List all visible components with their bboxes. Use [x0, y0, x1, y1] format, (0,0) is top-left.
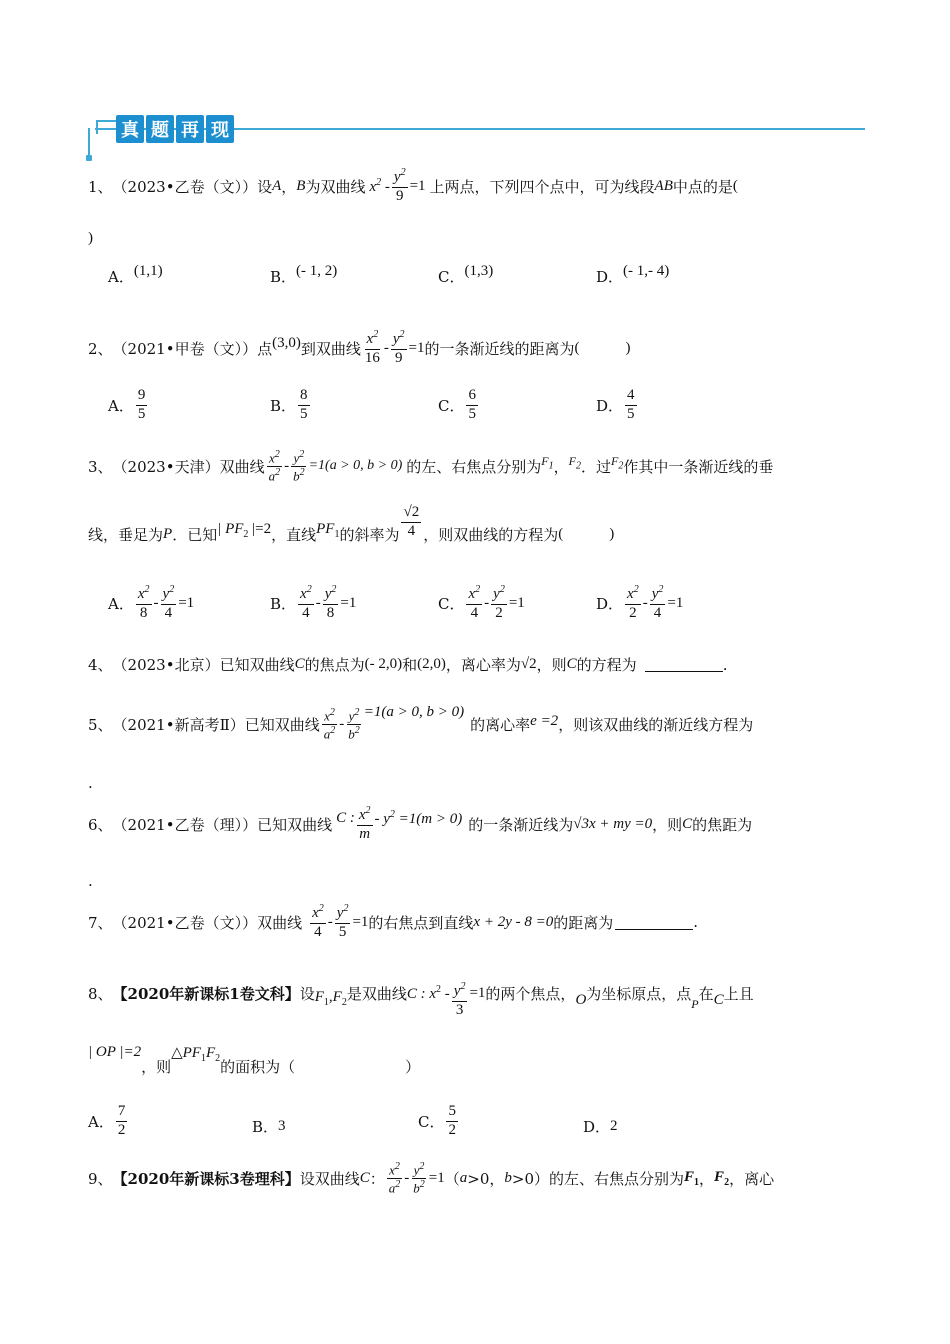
question-4: 4、 （2023•北京） 已知双曲线 C 的焦点为 (- 2,0) 和 (2,0) ，离心率为 √2 ，则 C 的方程为 . — [88, 655, 728, 674]
question-2 — [88, 330, 631, 367]
question-text: 设 — [257, 177, 273, 196]
question-text: ，则双曲线的方程为 — [423, 526, 559, 544]
question-text: ．过 — [580, 457, 611, 476]
question-source: （2021•甲卷（文）） — [112, 339, 258, 358]
question-text: ， — [553, 457, 569, 476]
question-text: ．已知 — [172, 526, 218, 544]
math-expr: x + 2y - 8 =0 — [473, 913, 554, 930]
section-title-char: 再 — [176, 115, 204, 143]
question-text: （ — [444, 1169, 460, 1188]
section-title-char: 题 — [146, 115, 174, 143]
question-source: （2023•天津） — [112, 457, 220, 476]
fraction: $\frac{x^2}{16}$ — [364, 329, 380, 366]
math-var: C — [713, 991, 724, 1008]
paren: ( — [732, 177, 738, 194]
equation-rhs: =1(a > 0, b > 0) — [363, 703, 465, 720]
question-text: . — [88, 872, 93, 890]
question-text: 的方程为 — [576, 656, 637, 674]
question-9: 9、 【2020年新课标3卷理科】 设双曲线 C ： $\frac{x^2}{a^2}$ - $\frac{y^2}{b^2}$ =1 （ a >0， b >0）的左、右焦点分别为 $F_1$ ， $F_2$ ，离心 — [88, 1161, 775, 1196]
equation: $x^2$ - — [369, 176, 390, 195]
question-text: >0， — [467, 1169, 505, 1188]
math-var: C — [359, 1169, 370, 1186]
question-text: ， — [699, 1169, 715, 1188]
option-b[interactable]: B． 3 — [252, 1118, 286, 1136]
question-number: 1、 — [88, 177, 113, 196]
math-var: O — [575, 991, 587, 1008]
question-number: 6、 — [88, 815, 113, 834]
fraction: $\frac{x^2}{m}$ — [358, 805, 371, 842]
paren: ) — [609, 526, 615, 542]
section-title — [116, 115, 234, 143]
question-text: 上且 — [723, 984, 754, 1003]
question-text: ，离心率为 — [445, 656, 521, 674]
option-a[interactable]: A． $\frac{x^2}{8}$ - $\frac{y^2}{4}$ =1 — [108, 584, 195, 621]
question-text: 的一条渐近线为 — [468, 815, 574, 834]
question-text: 的右焦点到直线 — [368, 913, 474, 932]
math-var: P — [691, 996, 699, 1011]
question-8: 8、 【2020年新课标1卷文科】 设 $F_1,F_2$ 是双曲线 C : $x^2$ - $\frac{y^2}{3}$ =1 的两个焦点， O 为坐标原点，点 P 在 C 上且 — [88, 981, 754, 1018]
question-8-line-2: | OP |=2 ，则 $\triangle PF_1F_2$ 的面积为（ ） — [88, 1044, 421, 1076]
question-text: >0）的左、右焦点分别为 — [511, 1169, 685, 1188]
question-text: 在 — [698, 984, 714, 1003]
section-title-char: 现 — [206, 115, 234, 143]
math-var: F — [684, 1168, 695, 1185]
option-a[interactable]: A． $\frac{7}{2}$ — [88, 1103, 126, 1138]
math-expr: - y — [374, 810, 390, 827]
question-6: 6、 （2021•乙卷（理）） 已知双曲线 C : $\frac{x^2}{m}$ - $y^2 =1(m > 0)$ 的一条渐近线为 √3x + my =0 ，则 C 的焦距为 — [88, 805, 753, 842]
question-text: ， — [281, 177, 297, 196]
fraction: $\frac{y^2}{9}$ — [392, 329, 405, 366]
question-source: （2021•乙卷（文）） — [112, 913, 258, 932]
question-text: 已知双曲线 — [219, 656, 295, 674]
math-expr: PF — [316, 521, 335, 537]
question-text: 作其中一条渐近线的垂 — [623, 457, 774, 476]
question-source: （2021•乙卷（理）） — [112, 815, 258, 834]
math-var: a — [459, 1169, 468, 1186]
option-b[interactable]: B． (- 1, 2) — [270, 263, 338, 286]
question-text: ，离心 — [729, 1169, 775, 1188]
question-5 — [88, 703, 754, 742]
option-c[interactable]: C． $\frac{6}{5}$ — [438, 387, 476, 422]
math-expr: | OP |=2 — [88, 1044, 142, 1060]
question-text: 和 — [402, 656, 418, 674]
question-text: 上两点，下列四个点中，可为线段 — [429, 177, 655, 196]
fraction: $\frac{x^2}{4}$ — [312, 903, 324, 940]
fraction: $\frac{y^2}{5}$ — [336, 903, 349, 940]
question-text: ，则该双曲线的渐近线方程为 — [558, 715, 754, 734]
option-a[interactable]: A． $\frac{9}{5}$ — [108, 387, 146, 422]
paren: ) — [88, 230, 93, 246]
question-text: 点 — [257, 339, 273, 358]
paren: ( — [574, 339, 580, 356]
option-c[interactable]: C． $\frac{5}{2}$ — [418, 1103, 456, 1138]
question-text: 双曲线 — [257, 913, 303, 932]
header-vertical-line — [88, 128, 90, 158]
question-text: 的焦距为 — [692, 815, 753, 834]
math-var: b — [504, 1169, 512, 1186]
question-text: ，则 — [141, 1058, 172, 1076]
fraction: $\frac{y^2}{b^2}$ — [413, 1161, 425, 1196]
math-expr: √2 — [520, 656, 537, 672]
option-a[interactable]: A． (1,1) — [108, 263, 163, 286]
math-expr: C : x — [406, 985, 437, 1002]
question-source: 【2020年新课标1卷文科】 — [112, 984, 300, 1003]
fraction: $\frac{√2}{4}$ — [403, 504, 420, 539]
question-text: 线，垂足为 — [88, 526, 164, 544]
math-var: C — [566, 656, 577, 672]
question-number: 9、 — [88, 1169, 113, 1188]
question-source: （2023•乙卷（文）） — [112, 177, 258, 196]
paren: ( — [558, 526, 564, 542]
question-text: 的面积为（ — [220, 1058, 296, 1076]
question-text: ，则 — [652, 815, 683, 834]
option-d[interactable]: D． 2 — [583, 1118, 618, 1136]
question-text: ： — [369, 1169, 385, 1188]
question-text: 已知双曲线 — [244, 715, 320, 734]
fraction: $\frac{x^2}{a^2}$ — [388, 1161, 401, 1196]
option-d[interactable]: D． (- 1,- 4) — [596, 263, 670, 286]
question-number: 2、 — [88, 339, 113, 358]
equation-rhs: =1(a > 0, b > 0) — [308, 458, 403, 474]
operator: - — [284, 457, 290, 474]
question-1 — [88, 168, 738, 205]
question-text: 的左、右焦点分别为 — [406, 457, 542, 476]
fraction: $\frac{y^2}{b^2}$ — [348, 707, 360, 742]
option-d[interactable]: D． $\frac{4}{5}$ — [596, 387, 635, 422]
math-expr: e =2 — [530, 712, 559, 729]
question-text: ，直线 — [271, 526, 317, 544]
header-corner — [96, 120, 116, 134]
fraction: $\frac{x^2}{a^2}$ — [268, 449, 281, 484]
option-b[interactable]: B． $\frac{8}{5}$ — [270, 387, 308, 422]
math-var: F — [314, 988, 324, 1005]
math-var: A — [272, 177, 282, 194]
fraction: $\frac{y^2}{3}$ — [453, 981, 466, 1018]
question-number: 4、 — [88, 656, 113, 674]
question-text: 是双曲线 — [346, 984, 407, 1003]
equation-rhs: =1 — [409, 177, 426, 194]
question-text: 为坐标原点，点 — [586, 984, 692, 1003]
question-text: 的一条渐近线的距离为 — [424, 339, 575, 358]
option-d[interactable]: D． $\frac{x^2}{2}$ - $\frac{y^2}{4}$ =1 — [596, 584, 684, 621]
question-number: 8、 — [88, 984, 113, 1003]
math-var: P — [163, 526, 173, 542]
question-text: 为双曲线 — [305, 177, 366, 196]
question-7: 7、 （2021•乙卷（文）） 双曲线 $\frac{x^2}{4}$ - $\frac{y^2}{5}$ =1 的右焦点到直线 x + 2y - 8 =0 的距离为 . — [88, 903, 699, 940]
math-expr: △PF — [171, 1045, 201, 1061]
operator: - — [404, 1169, 410, 1186]
equation-rhs: =1 — [352, 913, 369, 930]
header-dot — [86, 155, 92, 161]
question-text: 已知双曲线 — [257, 815, 333, 834]
equation-rhs: =1 — [469, 984, 486, 1001]
math-var: AB — [654, 177, 673, 194]
math-var: C : — [336, 809, 355, 826]
answer-blank[interactable] — [645, 657, 723, 672]
question-text: 设 — [299, 984, 315, 1003]
fraction: $\frac{x^2}{a^2}$ — [323, 707, 336, 742]
question-source: （2023•北京） — [112, 656, 220, 674]
math-point: (3,0) — [272, 334, 301, 351]
question-text: 的斜率为 — [339, 526, 400, 544]
equation-rhs: =1 — [428, 1169, 445, 1186]
operator: - — [339, 715, 345, 732]
option-c[interactable]: C． $\frac{x^2}{4}$ - $\frac{y^2}{2}$ =1 — [438, 584, 525, 621]
question-text: 的距离为 — [553, 913, 614, 932]
math-point: (2,0) — [417, 656, 446, 672]
question-source: （2021•新高考Ⅱ） — [112, 715, 245, 734]
fraction: $\frac{y^2}{b^2}$ — [293, 449, 305, 484]
fraction: $\frac{y^2}{9}$ — [393, 167, 406, 204]
math-var: F — [714, 1168, 725, 1185]
question-text: 中点的是 — [672, 177, 733, 196]
math-expr: √3x + my =0 — [573, 815, 653, 832]
math-var: F — [541, 453, 549, 468]
equation-rhs: =1 — [408, 339, 425, 356]
math-var: F — [611, 453, 619, 468]
question-text: 到双曲线 — [300, 339, 361, 358]
operator: - — [383, 339, 389, 356]
answer-blank[interactable] — [615, 915, 693, 930]
option-c[interactable]: C． (1,3) — [438, 263, 494, 286]
question-3-line-2: 线，垂足为 P ．已知 | $PF_2$ |=2 ，直线 $PF_1$ 的斜率为 $\frac{√2}{4}$ ，则双曲线的方程为 ( ) — [88, 504, 615, 544]
question-source: 【2020年新课标3卷理科】 — [112, 1169, 300, 1188]
paren: ） — [405, 1058, 421, 1076]
question-text: 的离心率 — [470, 715, 531, 734]
question-number: 3、 — [88, 457, 113, 476]
math-var: F — [568, 453, 576, 468]
math-expr: | PF — [217, 521, 244, 537]
math-var: C — [294, 656, 305, 672]
section-title-char: 真 — [116, 115, 144, 143]
math-point: (- 2,0) — [364, 656, 403, 672]
paren: ) — [625, 339, 631, 356]
question-text: 设双曲线 — [299, 1169, 360, 1188]
operator: - — [327, 913, 333, 930]
math-var: C — [682, 815, 693, 832]
question-number: 5、 — [88, 715, 113, 734]
question-text: 的两个焦点， — [485, 984, 576, 1003]
question-number: 7、 — [88, 913, 113, 932]
question-text: 的焦点为 — [304, 656, 365, 674]
math-var: B — [296, 177, 306, 194]
question-text: ，则 — [536, 656, 567, 674]
question-3: 3、 （2023•天津） 双曲线 $\frac{x^2}{a^2}$ - $\frac{y^2}{b^2}$ =1(a > 0, b > 0) 的左、右焦点分别为 $F_1$ ， $F_2$ ．过 $F_2$ 作其中一条渐近线的垂 — [88, 449, 774, 484]
question-text: 双曲线 — [219, 457, 265, 476]
question-text: . — [88, 774, 93, 792]
option-b[interactable]: B． $\frac{x^2}{4}$ - $\frac{y^2}{8}$ =1 — [270, 584, 357, 621]
